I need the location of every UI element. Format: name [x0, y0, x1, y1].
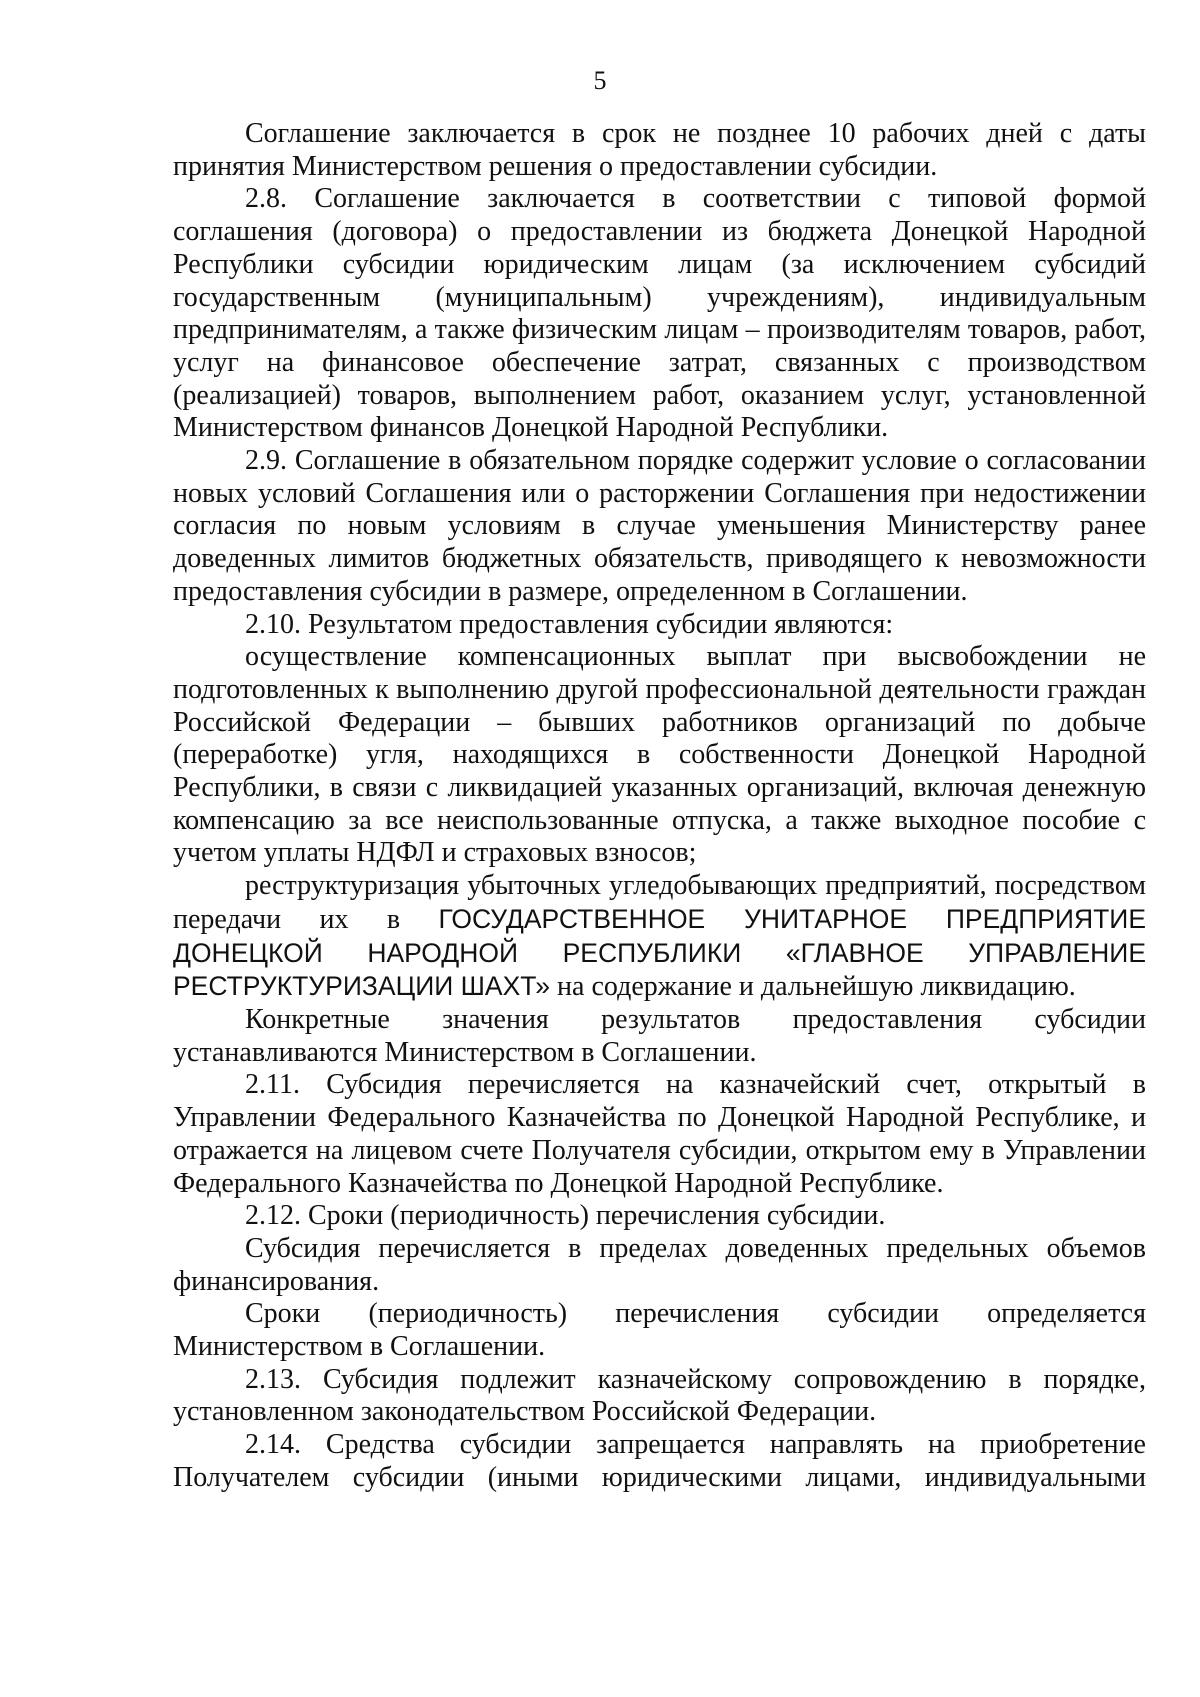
- document-body: [173, 118, 1146, 1495]
- page-number: 5: [593, 66, 607, 95]
- paragraph-2-13: 2.13. Субсидия подлежит казначейскому сопровождению в порядке, установленном законодательством Российской Федерации.: [173, 1363, 1146, 1428]
- paragraph-2-8: 2.8. Соглашение заключается в соответствии с типовой формой соглашения (договора) о предоставлении из бюджета Донецкой Народной Республики субсидии юридическим лицам (за исключением субсидий государственным (муниципальным) учреждениям), индивидуальным предпринимателям, а также физическим лицам – производителям товаров, работ, услуг на финансовое обеспечение затрат, связанных с производством (реализацией) товаров, выполнением работ, оказанием услуг, установленной Министерством финансов Донецкой Народной Республики.: [173, 183, 1146, 444]
- paragraph-2-10: 2.10. Результатом предоставления субсидии являются:: [245, 608, 894, 640]
- paragraph-agreement-deadline: Соглашение заключается в срок не позднее 10 рабочих дней с даты принятия Министерством решения о предоставлении субсидии.: [173, 118, 1146, 182]
- paragraph-transfer-limits: Субсидия перечисляется в пределах доведенных предельных объемов финансирования.: [173, 1232, 1146, 1297]
- paragraph-restructuring: [173, 870, 1146, 1004]
- paragraph-2-11: 2.11. Субсидия перечисляется на казначейский счет, открытый в Управлении Федерального Казначейства по Донецкой Народной Республике, и отражается на лицевом счете Получателя субсидии, открытом ему в Управлении Федерального Казначейства по Донецкой Народной Республике.: [173, 1069, 1146, 1199]
- paragraph-transfer-periodicity: Сроки (периодичность) перечисления субсидии определяется Министерством в Соглашении.: [173, 1298, 1146, 1363]
- organization-name: ГОСУДАРСТВЕННОЕ УНИТАРНОЕ ПРЕДПРИЯТИЕ ДОНЕЦКОЙ НАРОДНОЙ РЕСПУБЛИКИ «ГЛАВНОЕ УПРАВЛЕНИЕ РЕСТРУКТУРИЗАЦИИ ШАХТ»: [173, 903, 1147, 1002]
- paragraph-result-values: Конкретные значения результатов предоставления субсидии устанавливаются Министерством в Соглашении.: [173, 1003, 1146, 1068]
- paragraph-2-14: 2.14. Средства субсидии запрещается направлять на приобретение Получателем субсидии (иными юридическими лицами, индивидуальными: [173, 1429, 1146, 1493]
- paragraph-compensation-payments: осуществление компенсационных выплат при высвобождении не подготовленных к выполнению другой профессиональной деятельности граждан Российской Федерации – бывших работников организаций по добыче (переработке) угля, находящихся в собственности Донецкой Народной Республики, в связи с ликвидацией указанных организаций, включая денежную компенсацию за все неиспользованные отпуска, а также выходное пособие с учетом уплаты НДФЛ и страховых взносов;: [173, 641, 1146, 869]
- paragraph-2-12: 2.12. Сроки (периодичность) перечисления субсидии.: [245, 1200, 886, 1232]
- paragraph-2-9: 2.9. Соглашение в обязательном порядке содержит условие о согласовании новых условий Соглашения или о расторжении Соглашения при недостижении согласия по новым условиям в случае уменьшения Министерству ранее доведенных лимитов бюджетных обязательств, приводящего к невозможности предоставления субсидии в размере, определенном в Соглашении.: [173, 445, 1146, 607]
- restructuring-text-end: на содержание и дальнейшую ликвидацию.: [557, 971, 1076, 1003]
- restructuring-text-start: реструктуризация убыточных угледобывающих предприятий, посредством передачи их в: [173, 870, 1146, 935]
